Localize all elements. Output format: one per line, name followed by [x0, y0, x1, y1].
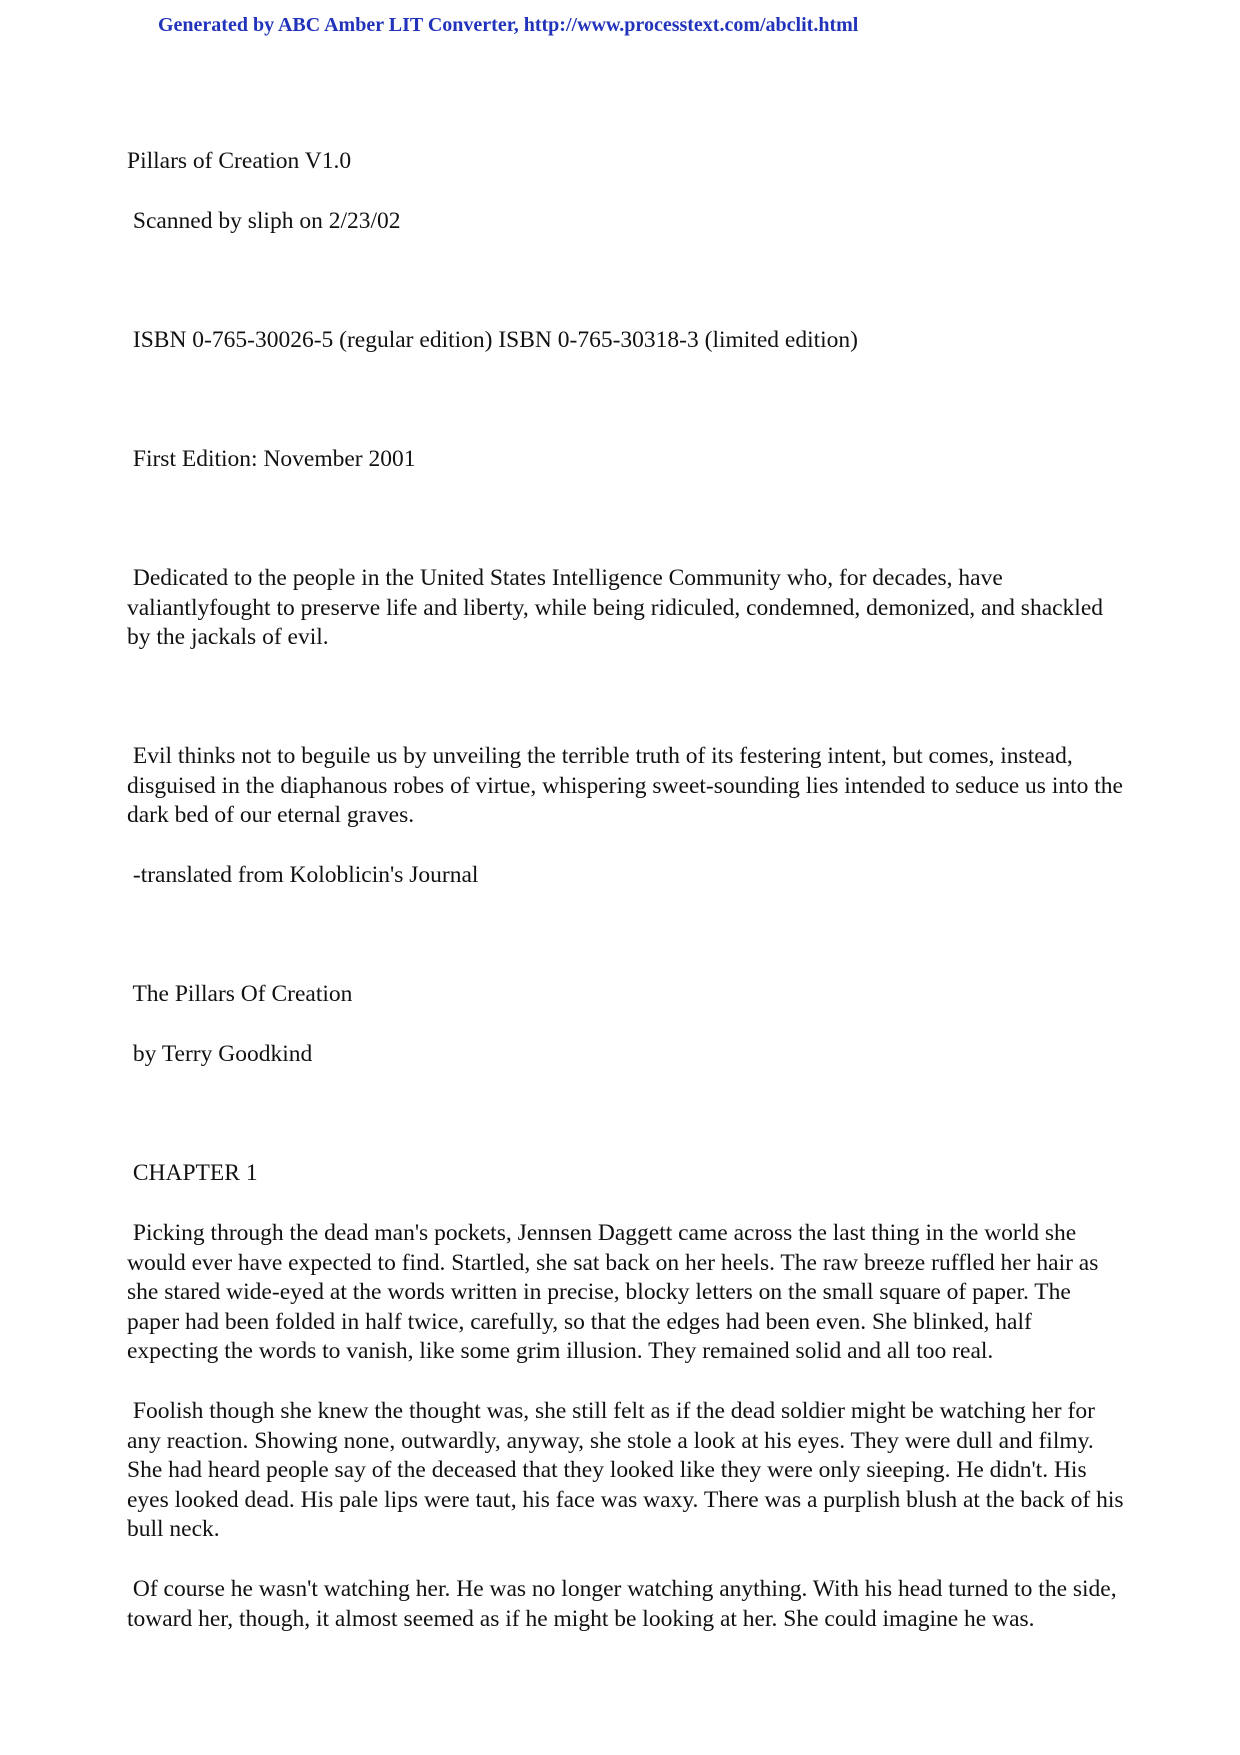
title-version: Pillars of Creation V1.0 [127, 148, 352, 174]
generator-header-link[interactable]: Generated by ABC Amber LIT Converter, http://www.processtext.com/abclit.html [158, 14, 859, 36]
author-line: by Terry Goodkind [127, 1041, 313, 1067]
isbn-line: ISBN 0-765-30026-5 (regular edition) ISBN 0-765-30318-3 (limited edition) [127, 327, 858, 353]
chapter-heading: CHAPTER 1 [127, 1160, 258, 1186]
dedication: Dedicated to the people in the United States Intelligence Community who, for decades, have valiantlyfought to preserve life and liberty, while being ridiculed, condemned, demonized, and shackled by the jackals of evil. [127, 565, 1109, 650]
chapter-paragraph: Foolish though she knew the thought was, she still felt as if the dead soldier might be watching her for any reaction. Showing none, outwardly, anyway, she stole a look at his eyes. They were dull and filmy. She had heard people say of the deceased that they looked like they were only sieeping. He didn't. His eyes looked dead. His pale lips were taut, his face was waxy. There was a purplish blush at the back of his bull neck. [127, 1398, 1130, 1542]
edition-line: First Edition: November 2001 [127, 446, 416, 472]
epigraph-source: -translated from Koloblicin's Journal [127, 862, 479, 888]
chapter-paragraph: Of course he wasn't watching her. He was no longer watching anything. With his head turned to the side, toward her, though, it almost seemed as if he might be looking at her. She could imagine he was. [127, 1576, 1123, 1632]
epigraph: Evil thinks not to beguile us by unveiling the terrible truth of its festering intent, but comes, instead, disguised in the diaphanous robes of virtue, whispering sweet-sounding lies intended to seduce us into the dark bed of our eternal graves. [127, 743, 1129, 828]
chapter-paragraph: Picking through the dead man's pockets, Jennsen Daggett came across the last thing in the world she would ever have expected to find. Startled, she sat back on her heels. The raw breeze ruffled her hair as she stared wide-eyed at the words written in precise, blocky letters on the small square of paper. The paper had been folded in half twice, carefully, so that the edges had been even. She blinked, half expecting the words to vanish, like some grim illusion. They remained solid and all too real. [127, 1220, 1105, 1364]
book-title: The Pillars Of Creation [127, 981, 353, 1007]
scan-note: Scanned by sliph on 2/23/02 [127, 208, 401, 234]
